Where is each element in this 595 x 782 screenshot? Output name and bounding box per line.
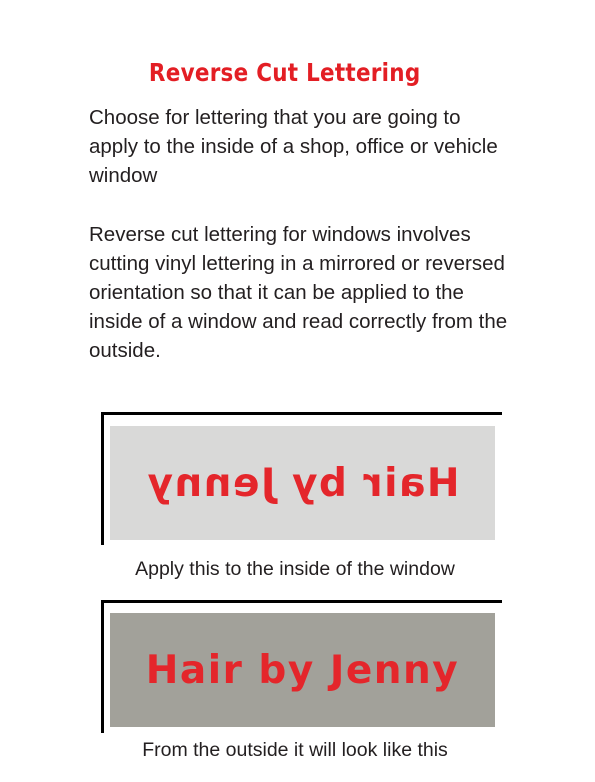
outside-caption: From the outside it will look like this [142,739,448,761]
reversed-sign-text: Hair by Jenny [145,460,460,506]
intro-paragraph: Choose for lettering that you are going to apply to the inside of a shop, office or vehicle window [89,106,498,187]
inside-caption: Apply this to the inside of the window [135,558,455,580]
normal-sign-text: Hair by Jenny [145,647,460,693]
normal-sign-panel [110,613,495,727]
page-title: Reverse Cut Lettering [148,58,421,87]
description-paragraph: Reverse cut lettering for windows involves cutting vinyl lettering in a mirrored or reversed orientation so that it can be applied to the inside of a window and read correctly from the outside. [89,223,508,362]
reversed-sign-panel [110,426,495,540]
